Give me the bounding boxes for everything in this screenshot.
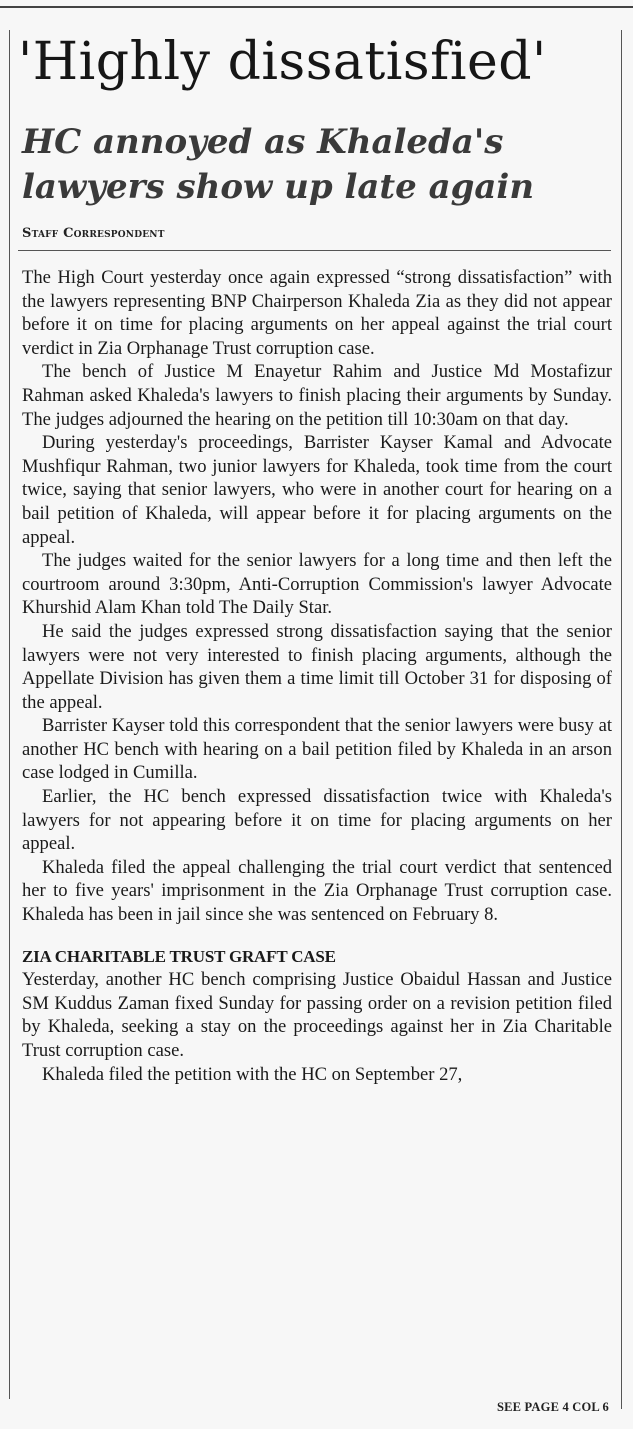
continuation-jump-line: SEE PAGE 4 COL 6 xyxy=(496,1400,609,1414)
paragraph: The High Court yesterday once again expressed “strong dissatisfaction” with the lawyers representing BNP Chairperson Khaleda Zia as they did not appear before it on time for placing arguments on her appeal against the trial court verdict in Zia Orphanage Trust corruption case. xyxy=(22,267,612,359)
top-rule xyxy=(0,6,633,8)
subheadline: HC annoyed as Khaleda's lawyers show up late again xyxy=(22,122,535,207)
headline: 'Highly dissatisfied' xyxy=(18,32,547,92)
left-column-rule xyxy=(9,30,10,1399)
paragraph: Khaleda filed the appeal challenging the trial court verdict that sentenced her to five years' imprisonment in the Zia Orphanage Trust corruption case. Khaleda has been in jail since she was sentenced on February 8. xyxy=(22,856,612,926)
paragraph: Earlier, the HC bench expressed dissatisfaction twice with Khaleda's lawyers for not appearing before it on time for placing arguments on her appeal. xyxy=(22,786,612,855)
right-column-rule xyxy=(621,30,622,1409)
paragraph: Yesterday, another HC bench comprising Justice Obaidul Hassan and Justice SM Kuddus Zaman fixed Sunday for passing order on a revision petition filed by Khaleda, seeking a stay on the proceedings against her in Zia Charitable Trust corruption case. xyxy=(22,969,612,1061)
paragraph: Barrister Kayser told this correspondent that the senior lawyers were busy at another HC bench with hearing on a bail petition filed by Khaleda in an arson case lodged in Cumilla. xyxy=(22,715,612,784)
article-body xyxy=(22,266,612,1086)
section-heading: ZIA CHARITABLE TRUST GRAFT CASE xyxy=(22,946,336,966)
paragraph: He said the judges expressed strong dissatisfaction saying that the senior lawyers were not very interested to finish placing arguments, although the Appellate Division has given them a time limit till October 31 for disposing of the appeal. xyxy=(22,620,612,713)
paragraph: Khaleda filed the petition with the HC on September 27, xyxy=(42,1063,463,1085)
byline-rule xyxy=(18,250,611,251)
paragraph: During yesterday's proceedings, Barrister Kayser Kamal and Advocate Mushfiqur Rahman, two junior lawyers for Khaleda, took time from the court twice, saying that senior lawyers, who were in another court for hearing on a bail petition of Khaleda, will appear before it for placing arguments on the appeal. xyxy=(22,432,612,548)
paragraph: The judges waited for the senior lawyers for a long time and then left the courtroom around 3:30pm, Anti-Corruption Commission's lawyer Advocate Khurshid Alam Khan told The Daily Star. xyxy=(22,550,612,619)
paragraph: The bench of Justice M Enayetur Rahim and Justice Md Mostafizur Rahman asked Khaleda's lawyers to finish placing their arguments by Sunday. The judges adjourned the hearing on the petition till 10:30am on that day. xyxy=(22,361,612,430)
byline: Staff Correspondent xyxy=(22,226,165,241)
